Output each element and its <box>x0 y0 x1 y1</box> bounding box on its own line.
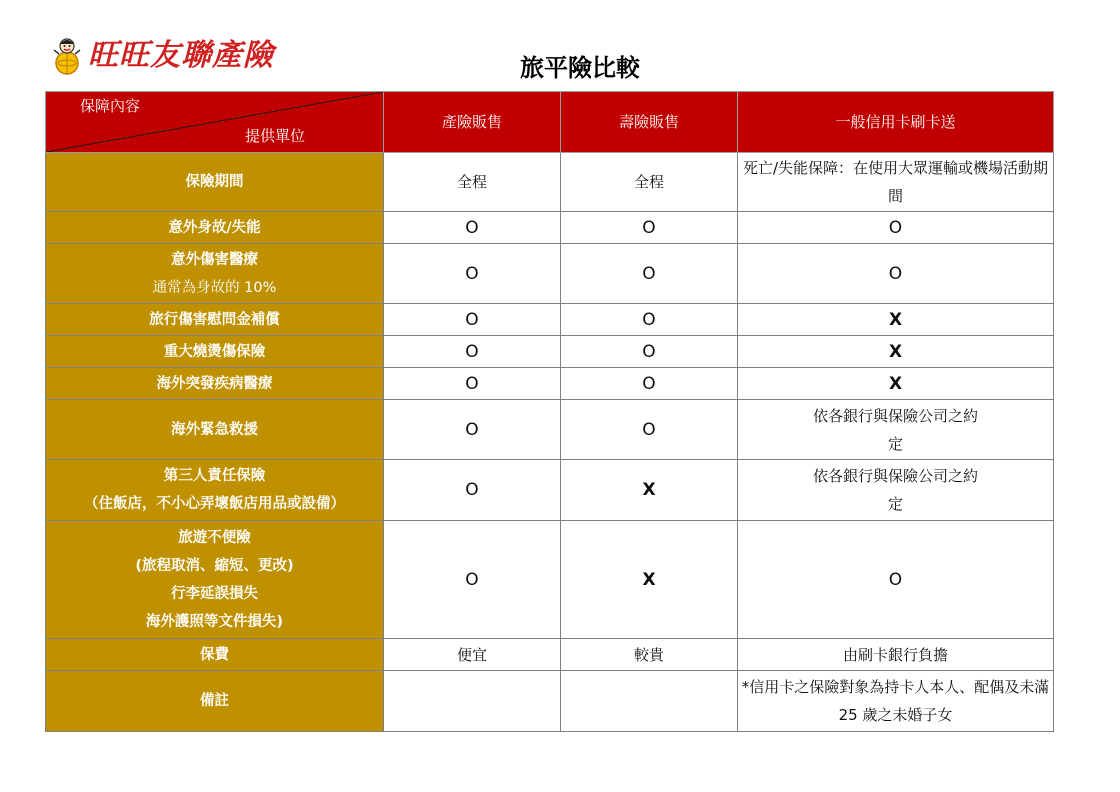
feature-cell <box>46 368 384 400</box>
circle-mark: O <box>465 341 479 362</box>
circle-mark: O <box>642 309 656 330</box>
value-cell: 死亡/失能保障：在使用大眾運輸或機場活動期間 <box>738 153 1054 212</box>
feature-cell <box>46 639 384 671</box>
table-row <box>46 212 1054 244</box>
value-cell <box>384 336 561 368</box>
value-cell <box>384 368 561 400</box>
value-cell <box>561 521 738 639</box>
table-row <box>46 639 1054 671</box>
corner-header-cell <box>46 92 384 153</box>
logo-text: 旺旺友聯產險 <box>88 38 274 73</box>
feature-label: 旅行傷害慰問金補償 <box>149 311 280 328</box>
header-row <box>46 92 1054 153</box>
value-cell <box>738 212 1054 244</box>
circle-mark: O <box>465 480 479 500</box>
corner-label-coverage: 保障內容 <box>80 97 141 115</box>
column-header-life-insurer: 壽險販售 <box>561 92 738 153</box>
feature-label: 第三人責任保險 <box>163 468 266 484</box>
cross-mark: X <box>642 480 656 500</box>
feature-label: 意外傷害醫療 <box>171 251 258 268</box>
value-cell <box>384 244 561 304</box>
feature-label: 海外緊急救援 <box>171 421 258 438</box>
feature-cell <box>46 336 384 368</box>
circle-mark: O <box>642 341 656 362</box>
circle-mark: O <box>888 217 903 238</box>
mascot-logo-icon <box>50 36 84 76</box>
circle-mark: O <box>888 569 903 590</box>
cross-mark: X <box>888 341 903 362</box>
column-header-property-insurer: 產險販售 <box>384 92 561 153</box>
feature-label: 行李延誤損失 <box>171 585 258 602</box>
value-cell <box>561 460 738 521</box>
circle-mark: O <box>465 419 479 440</box>
feature-label: 重大燒燙傷保險 <box>163 343 266 360</box>
circle-mark: O <box>642 263 656 284</box>
circle-mark: O <box>888 263 903 284</box>
page-title: 旅平險比較 <box>520 54 640 82</box>
value-cell <box>738 336 1054 368</box>
table-row <box>46 368 1054 400</box>
feature-cell <box>46 304 384 336</box>
feature-cell <box>46 212 384 244</box>
value-cell: 依各銀行與保險公司之約定 <box>738 400 1054 460</box>
table-row <box>46 460 1054 521</box>
feature-label: 保險期間 <box>185 174 244 190</box>
column-header-credit-card: 一般信用卡刷卡送 <box>738 92 1054 153</box>
table-row <box>46 400 1054 460</box>
cross-mark: X <box>642 569 656 590</box>
circle-mark: O <box>642 373 656 394</box>
table-row <box>46 671 1054 732</box>
value-cell <box>384 521 561 639</box>
circle-mark: O <box>465 217 479 238</box>
table-row <box>46 304 1054 336</box>
value-cell: 全程 <box>561 153 738 212</box>
circle-mark: O <box>465 373 479 394</box>
value-cell <box>384 671 561 732</box>
value-cell: 依各銀行與保險公司之約定 <box>738 460 1054 521</box>
feature-label: (旅程取消、縮短、更改) <box>135 557 294 574</box>
value-cell: 便宜 <box>384 639 561 671</box>
feature-cell <box>46 244 384 304</box>
circle-mark: O <box>465 263 479 284</box>
circle-mark: O <box>642 419 656 440</box>
feature-cell <box>46 671 384 732</box>
value-cell <box>561 212 738 244</box>
feature-label: 海外護照等文件損失) <box>145 613 284 630</box>
note-cell: *信用卡之保險對象為持卡人本人、配偶及未滿 25 歲之未婚子女 <box>738 671 1054 732</box>
feature-label: 備註 <box>200 693 229 709</box>
table-row <box>46 336 1054 368</box>
table-row <box>46 244 1054 304</box>
value-cell <box>738 368 1054 400</box>
value-cell: 全程 <box>384 153 561 212</box>
circle-mark: O <box>465 309 479 330</box>
value-cell <box>384 460 561 521</box>
value-cell <box>384 304 561 336</box>
value-cell <box>384 212 561 244</box>
value-cell <box>738 521 1054 639</box>
company-logo <box>50 34 274 78</box>
value-cell <box>561 400 738 460</box>
value-cell <box>561 368 738 400</box>
feature-label: 保費 <box>200 646 229 663</box>
circle-mark: O <box>465 569 479 590</box>
circle-mark: O <box>642 217 656 238</box>
feature-sublabel: 通常為身故的 10% <box>152 279 277 296</box>
value-cell: 由刷卡銀行負擔 <box>738 639 1054 671</box>
table-row <box>46 153 1054 212</box>
value-cell <box>738 244 1054 304</box>
feature-cell <box>46 521 384 639</box>
feature-label: 旅遊不便險 <box>178 529 251 546</box>
feature-label: 意外身故/失能 <box>168 219 261 236</box>
comparison-table <box>45 91 1054 732</box>
cross-mark: X <box>888 309 903 330</box>
feature-label: 海外突發疾病醫療 <box>156 375 273 392</box>
value-cell <box>384 400 561 460</box>
feature-cell <box>46 400 384 460</box>
value-cell <box>561 244 738 304</box>
table-row <box>46 521 1054 639</box>
value-cell <box>561 336 738 368</box>
value-cell: 較貴 <box>561 639 738 671</box>
corner-label-provider: 提供單位 <box>244 127 305 145</box>
feature-label: （住飯店，不小心弄壞飯店用品或設備） <box>84 496 345 512</box>
feature-cell <box>46 153 384 212</box>
feature-cell <box>46 460 384 521</box>
value-cell <box>561 304 738 336</box>
cross-mark: X <box>888 373 903 394</box>
value-cell <box>561 671 738 732</box>
value-cell <box>738 304 1054 336</box>
